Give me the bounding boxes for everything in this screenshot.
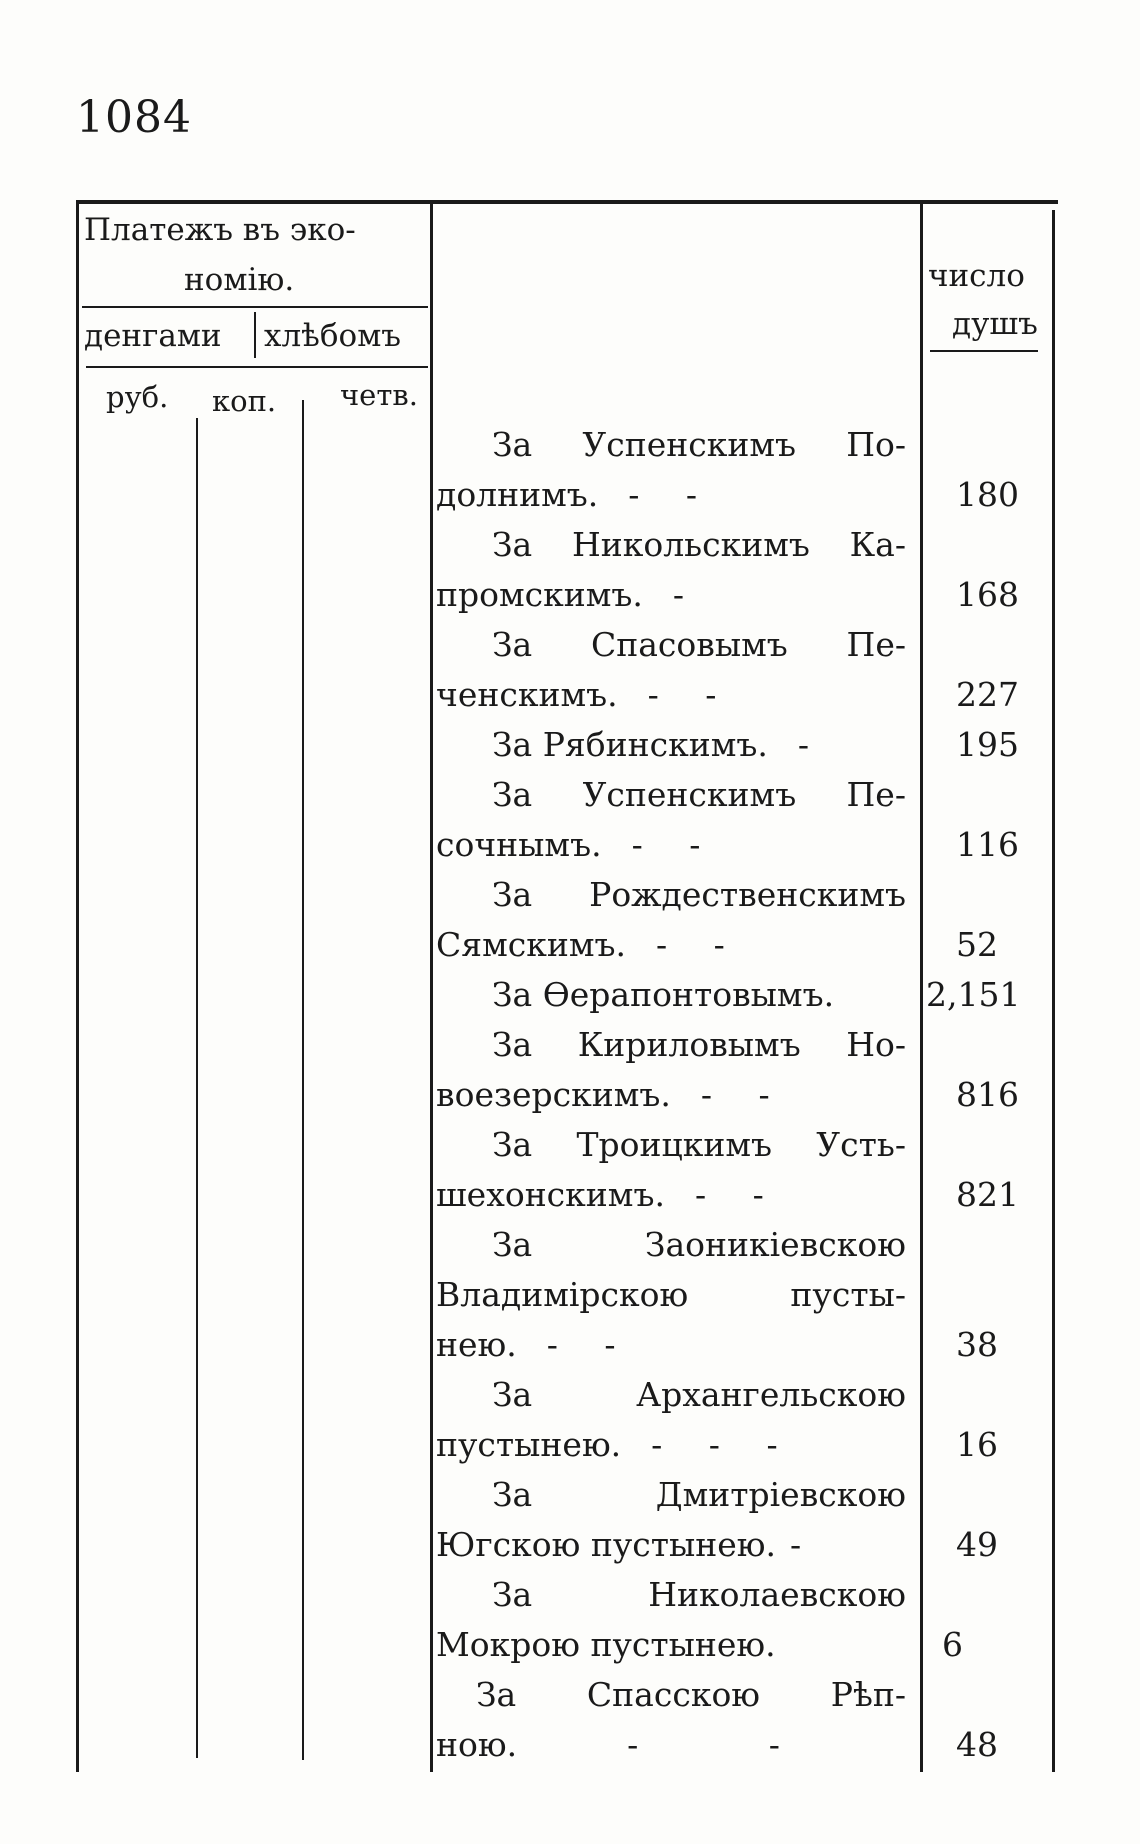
list-item	[436, 1570, 963, 1670]
entry-line2: шехонскимъ.	[436, 1175, 665, 1214]
entry-dots: - -	[631, 825, 719, 864]
entry-line1: За Николаевскою	[492, 1575, 906, 1614]
entry-dots: - -	[656, 925, 743, 964]
entry-line1: За Кириловымъ Но-	[492, 1025, 906, 1064]
entry-dots: - -	[627, 1725, 840, 1764]
entry-line1: За Ѳерапонтовымъ.	[492, 975, 835, 1014]
money-grain-divider	[254, 312, 256, 358]
entry-count: 52	[956, 925, 998, 964]
entry-dots: -	[790, 1525, 820, 1564]
entry-line2: сочнымъ.	[436, 825, 602, 864]
kop-label: коп.	[212, 384, 277, 418]
entry-count: 49	[956, 1525, 998, 1564]
entry-line3: нею.	[436, 1325, 517, 1364]
entry-count: 227	[956, 675, 1019, 714]
entry-line2: Югскою пустынею.	[436, 1525, 777, 1564]
entry-line2: ною.	[436, 1725, 518, 1764]
list-item	[436, 720, 1019, 770]
entry-line1: За Рябинскимъ.	[492, 725, 768, 764]
entry-count: 821	[956, 1175, 1019, 1214]
entry-line2: Сямскимъ.	[436, 925, 626, 964]
list-item	[436, 870, 998, 970]
list-item	[436, 520, 1019, 620]
list-item	[436, 970, 1021, 1020]
entry-dots: -	[797, 725, 828, 764]
money-label: денгами	[84, 318, 222, 354]
entry-dots: - -	[628, 475, 716, 514]
entry-line2: воезерскимъ.	[436, 1075, 671, 1114]
entry-count: 180	[956, 475, 1019, 514]
rub-label: руб.	[106, 380, 169, 414]
entry-line1: За Успенскимъ По-	[492, 425, 906, 464]
page-number: 1084	[76, 92, 192, 143]
list-item	[436, 770, 1019, 870]
list-item	[436, 620, 1019, 720]
entry-count: 2,151	[926, 975, 1021, 1014]
entries-list	[436, 420, 1021, 1770]
entry-dots: - -	[647, 675, 735, 714]
list-item	[436, 1020, 1019, 1120]
list-item	[436, 1220, 998, 1370]
table-left-rule	[76, 202, 79, 1772]
list-item	[436, 1670, 998, 1770]
entry-dots: -	[672, 575, 703, 614]
entry-dots: - -	[694, 1175, 782, 1214]
grain-label: хлѣбомъ	[264, 318, 402, 354]
entry-count: 195	[956, 725, 1019, 764]
entry-line2: ченскимъ.	[436, 675, 618, 714]
chet-label: четв.	[340, 378, 418, 412]
list-item	[436, 1470, 998, 1570]
entry-line2: Мокрою пустынею.	[436, 1625, 776, 1664]
entry-count: 116	[956, 825, 1019, 864]
kop-column-rule	[302, 400, 304, 1760]
list-item	[436, 1120, 1019, 1220]
entry-dots: - -	[546, 1325, 634, 1364]
payment-title-underline	[82, 306, 428, 308]
entry-dots: - -	[700, 1075, 788, 1114]
payment-column-right-rule	[430, 202, 433, 1772]
entry-line2: пустынею.	[436, 1425, 622, 1464]
rub-column-rule	[196, 418, 198, 1758]
entry-line1: За Рождественскимъ	[492, 875, 906, 914]
list-item	[436, 1370, 998, 1470]
entry-line1: За Архангельскою	[492, 1375, 906, 1414]
entry-line2: Владимірскою пусты-	[436, 1275, 906, 1314]
payment-title-line2: номію.	[184, 262, 295, 298]
entry-line1: За Заоникіевскою	[492, 1225, 906, 1264]
list-item	[436, 420, 1019, 520]
entry-line1: За Успенскимъ Пе-	[492, 775, 906, 814]
souls-column-left-rule	[920, 202, 923, 1772]
entry-dots: - - -	[651, 1425, 796, 1464]
payment-title-line1: Платежъ въ эко-	[84, 212, 356, 248]
entry-line1: За Спасовымъ Пе-	[492, 625, 906, 664]
entry-count: 816	[956, 1075, 1019, 1114]
souls-label-line1: число	[928, 258, 1025, 294]
entry-line2: промскимъ.	[436, 575, 643, 614]
entry-count: 48	[956, 1725, 998, 1764]
entry-count: 6	[942, 1625, 963, 1664]
souls-header-underline	[930, 350, 1038, 352]
entry-line1: За Дмитріевскою	[492, 1475, 906, 1514]
entry-count: 38	[956, 1325, 998, 1364]
souls-label-line2: душъ	[952, 306, 1038, 342]
entry-count: 168	[956, 575, 1019, 614]
entry-line2: долнимъ.	[436, 475, 599, 514]
souls-column-right-rule	[1052, 210, 1055, 1772]
entry-line1: За Спасскою Рѣп-	[476, 1675, 906, 1714]
subheader-underline	[86, 366, 428, 368]
entry-line1: За Никольскимъ Ка-	[492, 525, 906, 564]
entry-line1: За Троицкимъ Усть-	[492, 1125, 906, 1164]
entry-count: 16	[956, 1425, 998, 1464]
table-top-rule	[76, 200, 1058, 204]
